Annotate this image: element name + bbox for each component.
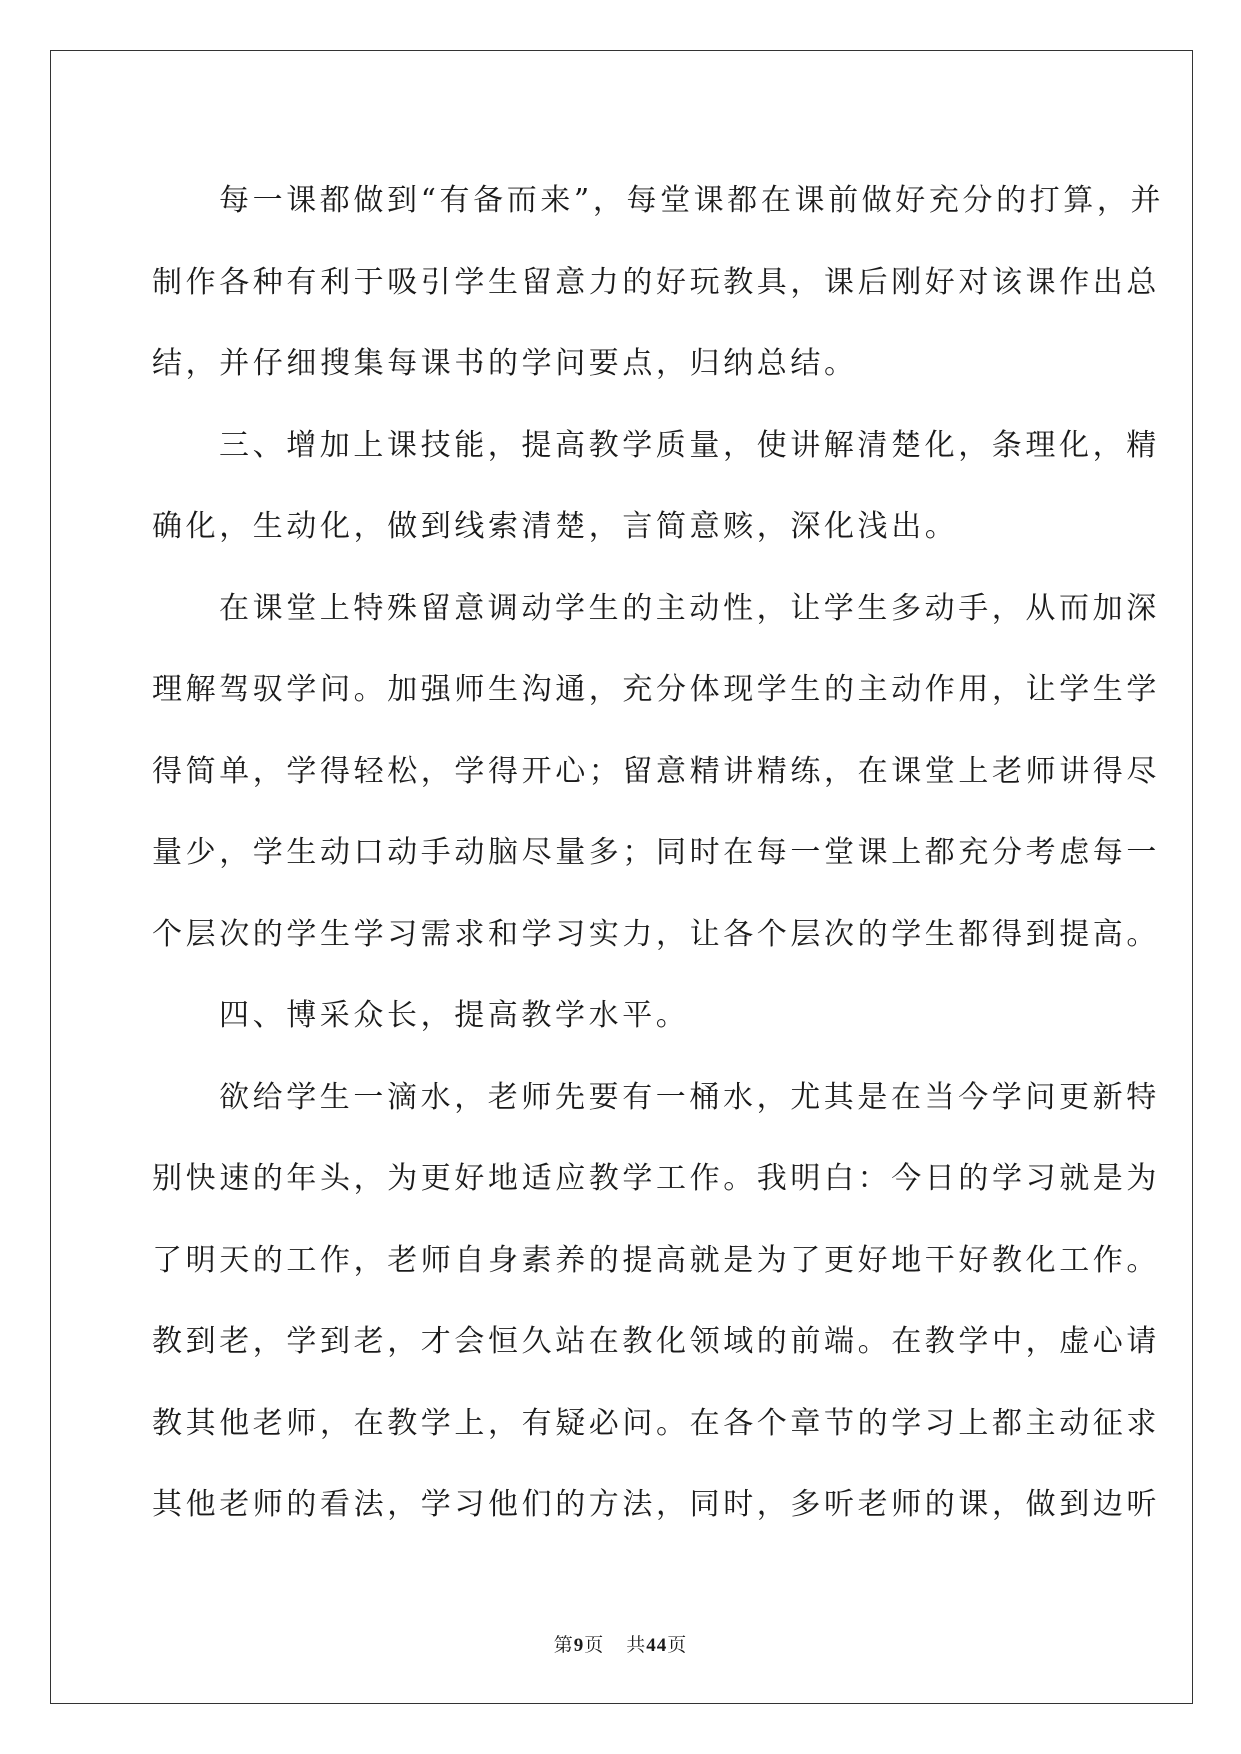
text-line: 欲给学生一滴水，老师先要有一桶水，尤其是在当今学问更新特 — [219, 1079, 1160, 1115]
text-line: 得简单，学得轻松，学得开心；留意精讲精练，在课堂上老师讲得尽 — [152, 753, 1160, 789]
text-line: 教其他老师，在教学上，有疑必问。在各个章节的学习上都主动征求 — [152, 1405, 1160, 1441]
text-line: 在课堂上特殊留意调动学生的主动性，让学生多动手，从而加深 — [219, 590, 1160, 626]
text-line: 三、增加上课技能，提高教学质量，使讲解清楚化，条理化，精 — [219, 427, 1160, 463]
text-line: 每一课都做到“有备而来”，每堂课都在课前做好充分的打算，并 — [219, 183, 1165, 218]
page-number: 9 — [573, 1635, 585, 1656]
text-line: 理解驾驭学问。加强师生沟通，充分体现学生的主动作用，让学生学 — [152, 672, 1160, 707]
total-suffix: 页 — [667, 1634, 688, 1656]
page-footer — [0, 1630, 1241, 1657]
text-line: 量少，学生动口动手动脑尽量多；同时在每一堂课上都充分考虑每一 — [152, 835, 1160, 870]
total-pages: 44 — [646, 1635, 668, 1656]
text-line: 个层次的学生学习需求和学习实力，让各个层次的学生都得到提高。 — [152, 916, 1160, 952]
text-line: 结，并仔细搜集每课书的学问要点，归纳总结。 — [152, 346, 858, 381]
text-line: 制作各种有利于吸引学生留意力的好玩教具，课后刚好对该课作出总 — [152, 264, 1160, 300]
page-suffix: 页 — [584, 1634, 605, 1656]
text-line: 教到老，学到老，才会恒久站在教化领域的前端。在教学中，虚心请 — [152, 1324, 1160, 1359]
text-line: 四、博采众长，提高教学水平。 — [219, 998, 690, 1033]
page-prefix: 第 — [553, 1634, 574, 1656]
text-line: 了明天的工作，老师自身素养的提高就是为了更好地干好教化工作。 — [152, 1242, 1160, 1278]
document-body — [152, 160, 1165, 1546]
text-line: 其他老师的看法，学习他们的方法，同时，多听老师的课，做到边听 — [152, 1487, 1160, 1522]
text-line: 别快速的年头，为更好地适应教学工作。我明白：今日的学习就是为 — [152, 1161, 1160, 1196]
text-line: 确化，生动化，做到线索清楚，言简意赅，深化浅出。 — [152, 509, 959, 544]
total-prefix: 共 — [626, 1634, 647, 1656]
